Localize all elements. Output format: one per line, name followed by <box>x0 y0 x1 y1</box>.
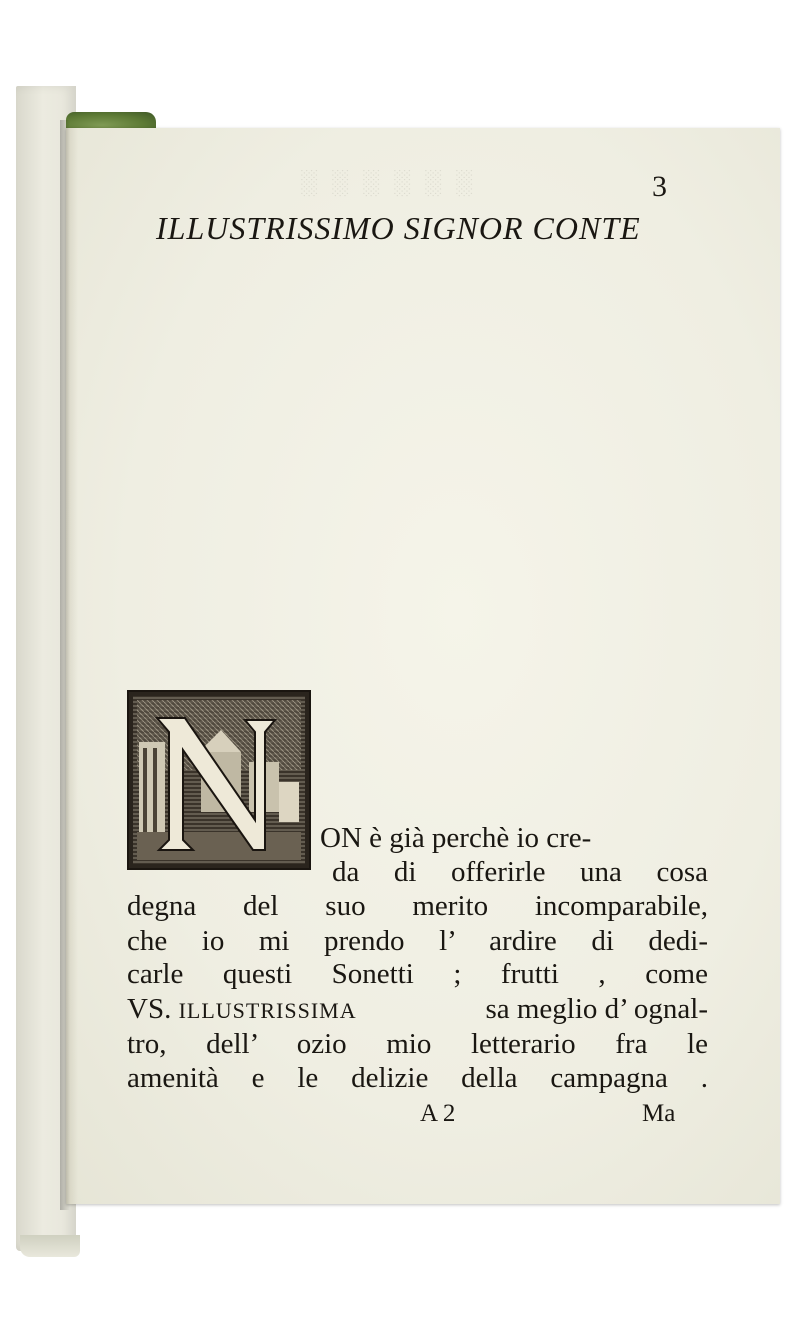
text-line-5: carle questi Sonetti ; frutti , come <box>127 958 708 990</box>
page-heading: ILLUSTRISSIMO SIGNOR CONTE <box>156 210 641 246</box>
text-line-6-suffix: sa meglio d’ ognal- <box>485 993 708 1025</box>
text-line-6-prefix <box>127 993 357 1026</box>
text-line-2: da di offerirle una cosa <box>332 856 708 888</box>
text-line-1 <box>320 822 708 855</box>
cover-bottom <box>20 1235 80 1257</box>
page-number: 3 <box>652 170 667 203</box>
spine-shadow <box>60 120 70 1210</box>
text-line-6 <box>127 993 708 1026</box>
text-line-7: tro, dell’ ozio mio letterario fra le <box>127 1028 708 1060</box>
text-line-3: degna del suo merito incomparabile, <box>127 890 708 922</box>
illustrissima-smallcaps: ILLUSTRISSIMA <box>178 998 357 1023</box>
catchword: Ma <box>642 1100 676 1127</box>
vs-abbrev: VS. <box>127 993 172 1025</box>
signature-mark: A 2 <box>420 1100 456 1127</box>
text-line-8: amenità e le delizie della campagna . <box>127 1062 708 1094</box>
show-through-heading: ░░░░░░ <box>300 170 487 196</box>
woodcut-initial-image <box>129 692 309 868</box>
text-line-1-content: ON è già perchè io cre- <box>320 822 592 854</box>
text-line-4: che io mi prendo l’ ardire di dedi- <box>127 925 708 957</box>
decorated-initial <box>127 690 311 870</box>
